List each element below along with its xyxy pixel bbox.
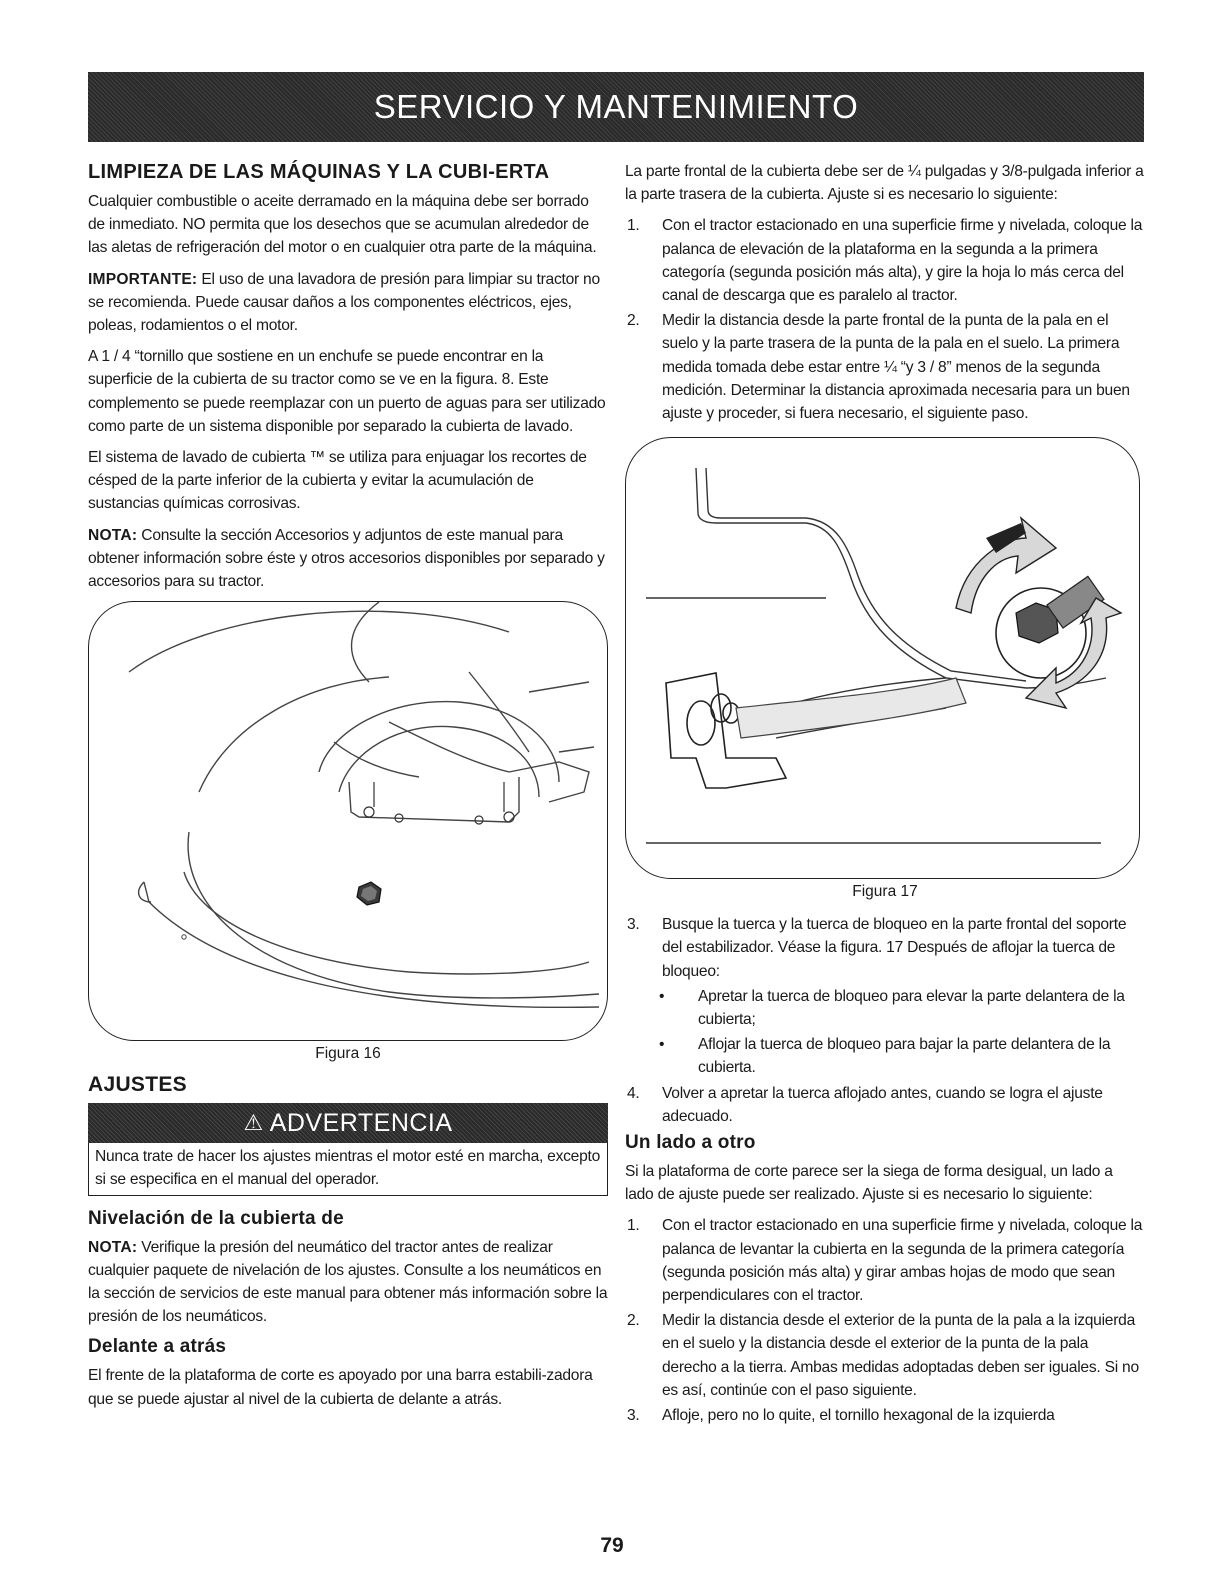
step-text: Con el tractor estacionado en una superficie firme y nivelada, coloque la palanca de elevación de la plataforma en la segunda a la primera categoría (segunda posición más alta), y gire la hoja lo más cerca del canal de descarga que es paralelo al tractor.: [662, 217, 1143, 305]
front-back-heading: Delante a atrás: [88, 1336, 227, 1358]
figure-17-stabilizer: [625, 437, 1140, 879]
side-to-side-intro: Si la plataforma de corte parece ser la siega de forma desigual, un lado a lado de ajuste puede ser realizado. Ajuste si es necesario lo siguiente:: [625, 1163, 1113, 1204]
step-text: Medir la distancia desde el exterior de la punta de la pala a la izquierda en el suelo y la distancia desde el exterior de la punta de la pala derecho a la tierra. Ambas medidas adoptadas deben ser iguales. Si no es así, continúe con el paso siguiente.: [662, 1312, 1139, 1399]
leveling-heading: Nivelación de la cubierta de: [88, 1207, 344, 1229]
important-paragraph: [88, 268, 608, 338]
plug-paragraph: A 1 / 4 “tornillo que sostiene en un enchufe se puede encontrar en la superficie de la cubierta de su tractor como se ve en la figura. 8. Este complemento se puede reemplazar con un puerto de aguas para ser utilizado como parte de un sistema disponible por separado la cubierta de lavado.: [88, 348, 606, 435]
nut-steps: [625, 913, 1145, 983]
list-item: [625, 1309, 1145, 1402]
bullet-text: Aflojar la tuerca de bloqueo para bajar la parte delantera de la cubierta.: [698, 1036, 1111, 1077]
left-column: [88, 160, 608, 1419]
bullet-icon: •: [659, 987, 665, 1005]
section-banner: [88, 72, 1144, 142]
leveling-note-label: NOTA:: [88, 1238, 138, 1256]
step-number: 1.: [627, 217, 640, 235]
front-back-steps: [625, 214, 1145, 425]
step-number: 4.: [627, 1084, 640, 1102]
right-column: [625, 160, 1145, 1429]
note-paragraph: [88, 524, 608, 594]
list-item: [625, 985, 1145, 1031]
list-item: [625, 309, 1145, 425]
step-number: 3.: [627, 1407, 640, 1425]
wash-port-plug-icon: [357, 882, 381, 905]
bullet-text: Apretar la tuerca de bloqueo para elevar la parte delantera de la cubierta;: [698, 987, 1125, 1029]
stabilizer-rod-icon: [736, 678, 966, 738]
banner-title: SERVICIO Y MANTENIMIENTO: [373, 88, 859, 125]
note-label: NOTA:: [88, 526, 138, 544]
note-text: Consulte la sección Accesorios y adjuntos de este manual para obtener información sobre éste y otros accesorios disponibles por separado y accesorios para su tractor.: [88, 526, 605, 591]
page-number: 79: [600, 1534, 624, 1557]
warning-box: [88, 1143, 608, 1195]
warning-header: [88, 1103, 608, 1143]
step-number: 2.: [627, 312, 640, 330]
retighten-step: [625, 1082, 1145, 1128]
leveling-note: [88, 1236, 608, 1329]
figure-16-deck: [88, 601, 608, 1041]
front-back-intro: La parte frontal de la cubierta debe ser de ¼ pulgadas y 3/8-pulgada inferior a la parte trasera de la cubierta. Ajuste si es necesario lo siguiente:: [625, 163, 1144, 204]
step-text: Medir la distancia desde la parte frontal de la punta de la pala en el suelo y la parte trasera de la punta de la pala en el suelo. La primera medida tomada debe estar entre ¼ “y 3 / 8” menos de la segunda medición. Determinar la distancia aproximada necesaria para un buen ajuste y proceder, si fuera necesario, el siguiente paso.: [662, 312, 1130, 423]
leveling-note-text: Verifique la presión del neumático del tractor antes de realizar cualquier paquete de nivelación de los ajustes. Consulte a los neumáticos en la sección de servicios de este manual para obtener más información sobre la presión de los neumáticos.: [88, 1238, 608, 1326]
nut-bullets: [625, 985, 1145, 1080]
cleaning-heading: LIMPIEZA DE LAS MÁQUINAS Y LA CUBI-ERTA: [88, 161, 550, 183]
warning-block: [88, 1103, 608, 1195]
list-item: [625, 1214, 1145, 1307]
figure-17-caption: Figura 17: [852, 883, 918, 901]
wash-system-paragraph: El sistema de lavado de cubierta ™ se utiliza para enjuagar los recortes de césped de la parte inferior de la cubierta y evitar la acumulación de sustancias químicas corrosivas.: [88, 449, 587, 513]
list-item: [625, 1404, 1145, 1427]
step-text: Con el tractor estacionado en una superficie firme y nivelada, coloque la palanca de levantar la cubierta en la segunda de la primera categoría (segunda posición más alta) y girar ambas hojas de modo que sean perpendiculares con el tractor.: [662, 1217, 1143, 1305]
step-text: Volver a apretar la tuerca aflojado antes, cuando se logra el ajuste adecuado.: [662, 1084, 1103, 1125]
figure-16-caption: Figura 16: [315, 1045, 381, 1063]
front-back-text: El frente de la plataforma de corte es apoyado por una barra estabili-zadora que se puede ajustar al nivel de la cubierta de delante a atrás.: [88, 1367, 593, 1408]
list-item: [625, 913, 1145, 983]
side-to-side-heading: Un lado a otro: [625, 1132, 756, 1154]
step-text: Busque la tuerca y la tuerca de bloqueo en la parte frontal del soporte del estabilizador. Véase la figura. 17 Después de aflojar la tuerca de bloqueo:: [662, 916, 1127, 980]
step-number: 3.: [627, 916, 640, 934]
list-item: [625, 1082, 1145, 1128]
warning-title: ADVERTENCIA: [269, 1108, 453, 1137]
list-item: [625, 214, 1145, 307]
step-number: 1.: [627, 1217, 640, 1235]
step-number: 2.: [627, 1312, 640, 1330]
step-text: Afloje, pero no lo quite, el tornillo hexagonal de la izquierda: [662, 1407, 1055, 1425]
warning-text: Nunca trate de hacer los ajustes mientras el motor esté en marcha, excepto si se especifica en el manual del operador.: [95, 1148, 601, 1189]
warning-triangle-icon: ⚠: [243, 1110, 264, 1136]
stabilizer-illustration: [626, 438, 1139, 878]
deck-illustration: [89, 602, 607, 1040]
side-to-side-steps: [625, 1214, 1145, 1427]
bullet-icon: •: [659, 1036, 665, 1054]
cleaning-paragraph: Cualquier combustible o aceite derramado en la máquina debe ser borrado de inmediato. NO permita que los desechos que se acumulan alrededor de las aletas de refrigeración del motor o en cualquier otra parte de la máquina.: [88, 193, 597, 257]
adjustments-heading: AJUSTES: [88, 1073, 187, 1097]
important-label: IMPORTANTE:: [88, 270, 198, 288]
important-text: El uso de una lavadora de presión para limpiar su tractor no se recomienda. Puede causar daños a los componentes eléctricos, ejes, poleas, rodamientos o el motor.: [88, 270, 600, 335]
list-item: [625, 1033, 1145, 1079]
